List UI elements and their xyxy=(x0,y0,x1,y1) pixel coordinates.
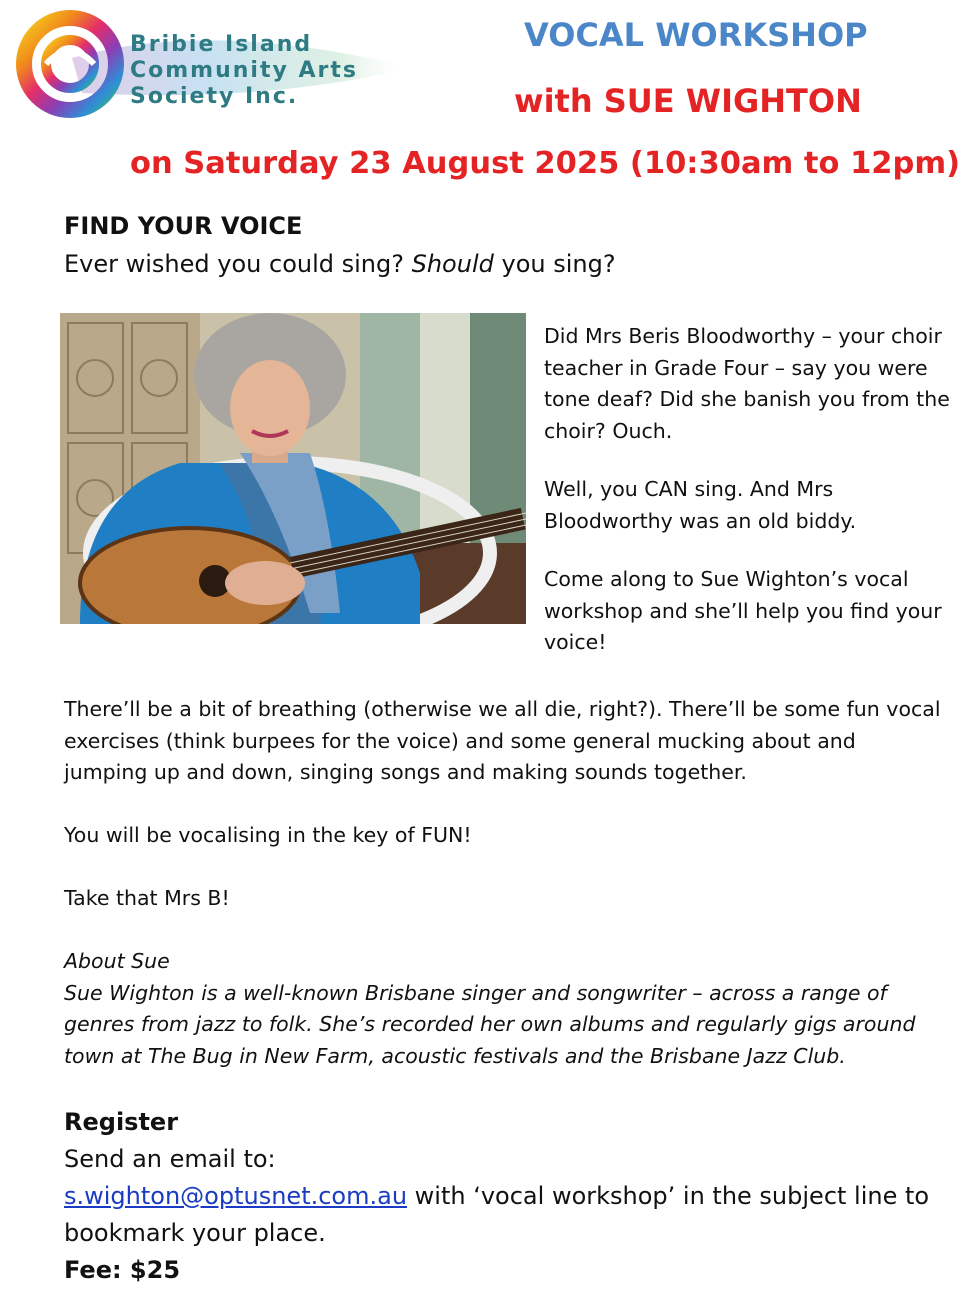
body-paragraph-3: Take that Mrs B! xyxy=(64,886,230,910)
register-instructions xyxy=(64,1178,944,1252)
presenter-line: with SUE WIGHTON xyxy=(514,82,862,120)
about-heading: About Sue xyxy=(64,949,170,973)
register-section xyxy=(64,1104,944,1289)
side-paragraph-2: Well, you CAN sing. And Mrs Bloodworthy was an old biddy. xyxy=(544,477,857,533)
intro-question-post: you sing? xyxy=(493,250,616,278)
presenter-photo xyxy=(60,313,526,624)
fee: Fee: $25 xyxy=(64,1256,181,1284)
about-text: Sue Wighton is a well-known Brisbane singer and songwriter – across a range of genres from jazz to folk. She’s recorded her own albums and regularly gigs around town at The Bug in New Farm, acoustic festivals and the Brisbane Jazz Club. xyxy=(64,980,916,1068)
email-link[interactable]: s.wighton@optusnet.com.au xyxy=(64,1182,408,1210)
section-heading: FIND YOUR VOICE xyxy=(64,212,303,240)
intro-question-emphasis: Should xyxy=(411,250,494,278)
register-send-line: Send an email to: xyxy=(64,1145,276,1173)
side-paragraph-1: Did Mrs Beris Bloodworthy – your choir teacher in Grade Four – say you were tone deaf? Did she banish you from the choir? Ouch. xyxy=(544,324,950,443)
logo-line-2: Community Arts xyxy=(130,58,358,83)
register-instructions-text: with ‘vocal workshop’ in the subject line to bookmark your place. xyxy=(64,1182,930,1247)
logo-line-3: Society Inc. xyxy=(130,84,299,109)
society-logo xyxy=(12,8,432,118)
body-text xyxy=(64,694,944,1072)
event-date: on Saturday 23 August 2025 (10:30am to 12pm) xyxy=(130,146,961,181)
workshop-title: VOCAL WORKSHOP xyxy=(524,16,868,54)
intro-question-pre: Ever wished you could sing? xyxy=(64,250,412,278)
side-text xyxy=(544,321,954,686)
body-paragraph-2: You will be vocalising in the key of FUN! xyxy=(64,823,472,847)
logo-line-1: Bribie Island xyxy=(130,32,313,57)
body-paragraph-1: There’ll be a bit of breathing (otherwise we all die, right?). There’ll be some fun vocal exercises (think burpees for the voice) and some general mucking about and jumping up and down, singing songs and making sounds together. xyxy=(64,697,941,784)
register-heading: Register xyxy=(64,1108,179,1136)
intro-question xyxy=(64,250,616,278)
side-paragraph-3: Come along to Sue Wighton’s vocal workshop and she’ll help you find your voice! xyxy=(544,567,942,654)
